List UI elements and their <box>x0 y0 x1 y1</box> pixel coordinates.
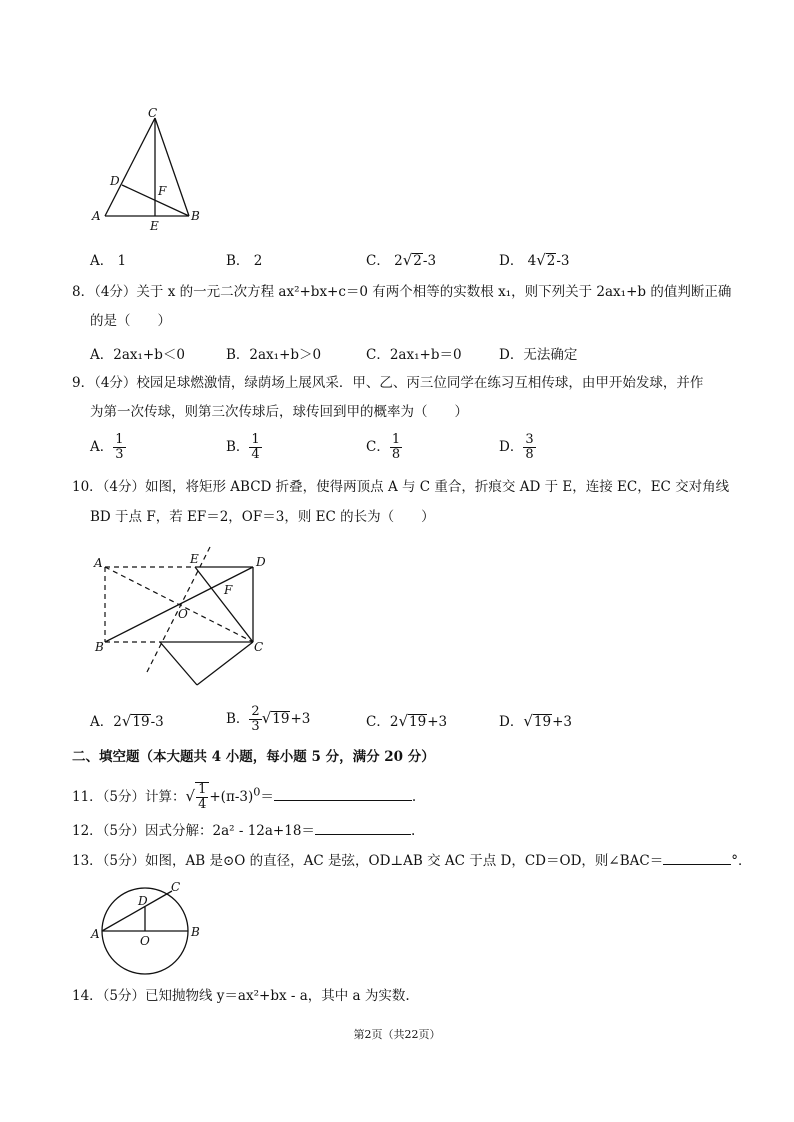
denominator: 4 <box>198 797 207 812</box>
q11-prefix: 11．（5分）计算： <box>72 789 186 805</box>
option-letter: A． <box>90 253 114 269</box>
q7-option-b <box>226 249 262 269</box>
option-letter: C． <box>366 347 390 363</box>
numerator: 2 <box>251 704 260 719</box>
q10-option-d <box>499 710 572 730</box>
q10-option-a <box>90 710 164 730</box>
option-value: 2ax₁+b＝0 <box>389 347 462 363</box>
label-d: D <box>256 555 266 569</box>
fraction <box>249 433 261 462</box>
option-value: 1 <box>117 253 127 269</box>
label-e: E <box>150 219 159 233</box>
q9-option-a <box>90 433 126 462</box>
option-coef: 2 <box>394 253 403 269</box>
option-coef: 2 <box>113 714 122 730</box>
option-suffix: -3 <box>422 253 437 269</box>
q10-option-b <box>226 705 310 734</box>
label-a: A <box>91 927 100 941</box>
denominator: 4 <box>251 447 260 462</box>
page-footer: 第2页（共22页） <box>353 1028 441 1041</box>
label-f: F <box>224 583 233 597</box>
label-b: B <box>95 640 104 654</box>
q11-end: . <box>411 789 417 805</box>
sqrt-sign: √ <box>523 712 533 730</box>
q8-stem-line1: 8．（4分）关于 x 的一元二次方程 ax²+bx+c＝0 有两个相等的实数根 x₁，则下列关于 2ax₁+b 的值判断正确 <box>72 284 732 300</box>
option-letter: B． <box>226 439 250 455</box>
section-heading: 二、填空题（本大题共 4 小题，每小题 5 分，满分 20 分） <box>72 749 435 765</box>
option-suffix: +3 <box>427 714 448 730</box>
option-suffix: -3 <box>556 253 570 269</box>
segment-ec <box>195 567 253 642</box>
label-d: D <box>110 174 120 188</box>
fraction <box>196 783 208 812</box>
numerator: 1 <box>391 432 401 447</box>
radicand: 19 <box>132 714 150 730</box>
q12-line <box>72 822 415 840</box>
label-c: C <box>148 106 158 120</box>
answer-blank[interactable] <box>274 800 412 801</box>
option-coef: 2 <box>389 714 399 730</box>
numerator: 1 <box>251 432 260 447</box>
option-letter: B． <box>226 347 250 363</box>
q8-option-c <box>366 343 462 363</box>
radicand: 2 <box>546 253 556 269</box>
label-c: C <box>171 880 181 894</box>
folded-edge-2 <box>197 642 253 685</box>
q7-option-a <box>90 249 126 269</box>
folded-edge-1 <box>160 642 197 685</box>
q9-stem-line2: 为第一次传球，则第三次传球后，球传回到甲的概率为（ ） <box>90 404 468 420</box>
option-letter: D． <box>499 253 524 269</box>
q8-stem-line2: 的是（ ） <box>90 313 171 329</box>
sqrt-body <box>195 782 209 812</box>
fraction <box>113 433 125 462</box>
answer-blank[interactable] <box>663 864 731 865</box>
q8-option-a <box>90 343 185 363</box>
sqrt-sign: √ <box>402 251 413 269</box>
q11-eq: ＝ <box>260 789 274 805</box>
sqrt-sign: √ <box>536 251 546 269</box>
label-o: O <box>178 607 188 621</box>
option-letter: B． <box>226 711 250 727</box>
q12-text: 12．（5分）因式分解：2a² - 12a+18＝ <box>72 823 315 839</box>
label-a: A <box>94 556 103 570</box>
numerator: 1 <box>198 782 207 797</box>
option-letter: A． <box>90 714 114 730</box>
q8-option-d <box>499 343 577 363</box>
option-letter: D． <box>499 714 524 730</box>
q14-line: 14．（5分）已知抛物线 y＝ax²+bx - a，其中 a 为实数. <box>72 988 410 1004</box>
option-letter: A． <box>90 439 114 455</box>
option-letter: D． <box>499 439 524 455</box>
sqrt-sign: √ <box>398 712 408 730</box>
q11-exponent: 0 <box>253 785 261 799</box>
q11-expr: +(π-3) <box>209 789 254 805</box>
denominator: 3 <box>115 447 124 462</box>
numerator: 1 <box>115 432 124 447</box>
q13-text: 13．（5分）如图，AB 是⊙O 的直径，AC 是弦，OD⊥AB 交 AC 于点 D，CD＝OD，则∠BAC＝ <box>72 853 664 869</box>
q10-stem-line1: 10．（4分）如图，将矩形 ABCD 折叠，使得两顶点 A 与 C 重合，折痕交 AD 于 E，连接 EC，EC 交对角线 <box>72 479 730 495</box>
denominator: 3 <box>251 719 260 734</box>
sqrt-sign: √ <box>261 709 272 727</box>
option-suffix: +3 <box>552 714 572 730</box>
option-letter: D． <box>499 347 524 363</box>
sqrt-sign: √ <box>121 712 132 730</box>
option-letter: C． <box>366 253 390 269</box>
side-ac <box>105 118 155 216</box>
label-c: C <box>254 640 264 654</box>
option-letter: B． <box>226 253 250 269</box>
radicand: 19 <box>409 714 427 730</box>
q9-option-c <box>366 433 402 462</box>
denominator: 8 <box>525 447 534 462</box>
fraction <box>249 705 261 734</box>
label-d: D <box>138 894 148 908</box>
q8-option-b <box>226 343 321 363</box>
q7-option-c <box>366 249 436 269</box>
label-e: E <box>190 552 199 566</box>
q9-stem-line1: 9．（4分）校园足球燃激情，绿荫场上展风采．甲、乙、丙三位同学在练习互相传球，由甲开始发球，并作 <box>72 375 704 391</box>
numerator: 3 <box>525 432 534 447</box>
label-o: O <box>140 934 150 948</box>
option-coef: 4 <box>527 253 537 269</box>
q9-option-b <box>226 433 262 462</box>
q13-line <box>72 852 751 870</box>
denominator: 8 <box>391 447 401 462</box>
option-value: 2ax₁+b＜0 <box>113 347 185 363</box>
radicand: 19 <box>272 711 290 727</box>
answer-blank[interactable] <box>315 834 411 835</box>
option-letter: A． <box>90 347 114 363</box>
side-bc <box>155 118 189 216</box>
q9-option-d <box>499 433 536 462</box>
option-suffix: -3 <box>150 714 164 730</box>
radicand: 19 <box>533 714 552 730</box>
fraction <box>523 433 535 462</box>
q10-option-c <box>366 710 447 730</box>
circle-figure <box>95 878 205 978</box>
q12-end: . <box>410 823 416 839</box>
option-suffix: +3 <box>290 711 311 727</box>
radicand: 2 <box>413 253 422 269</box>
q7-option-d <box>499 249 570 269</box>
sqrt-sign: √ <box>185 787 196 805</box>
label-a: A <box>92 209 101 223</box>
option-letter: C． <box>366 439 390 455</box>
q13-end: °． <box>731 853 752 869</box>
chord-ac <box>102 891 172 931</box>
fraction <box>390 433 402 462</box>
option-value: 2 <box>253 253 263 269</box>
label-b: B <box>191 209 200 223</box>
label-b: B <box>191 925 200 939</box>
option-letter: C． <box>366 714 390 730</box>
option-value: 无法确定 <box>523 347 578 363</box>
q10-stem-line2: BD 于点 F，若 EF＝2，OF＝3，则 EC 的长为（ ） <box>90 509 435 525</box>
q11-line <box>72 782 416 812</box>
option-value: 2ax₁+b＞0 <box>249 347 322 363</box>
label-f: F <box>158 184 167 198</box>
